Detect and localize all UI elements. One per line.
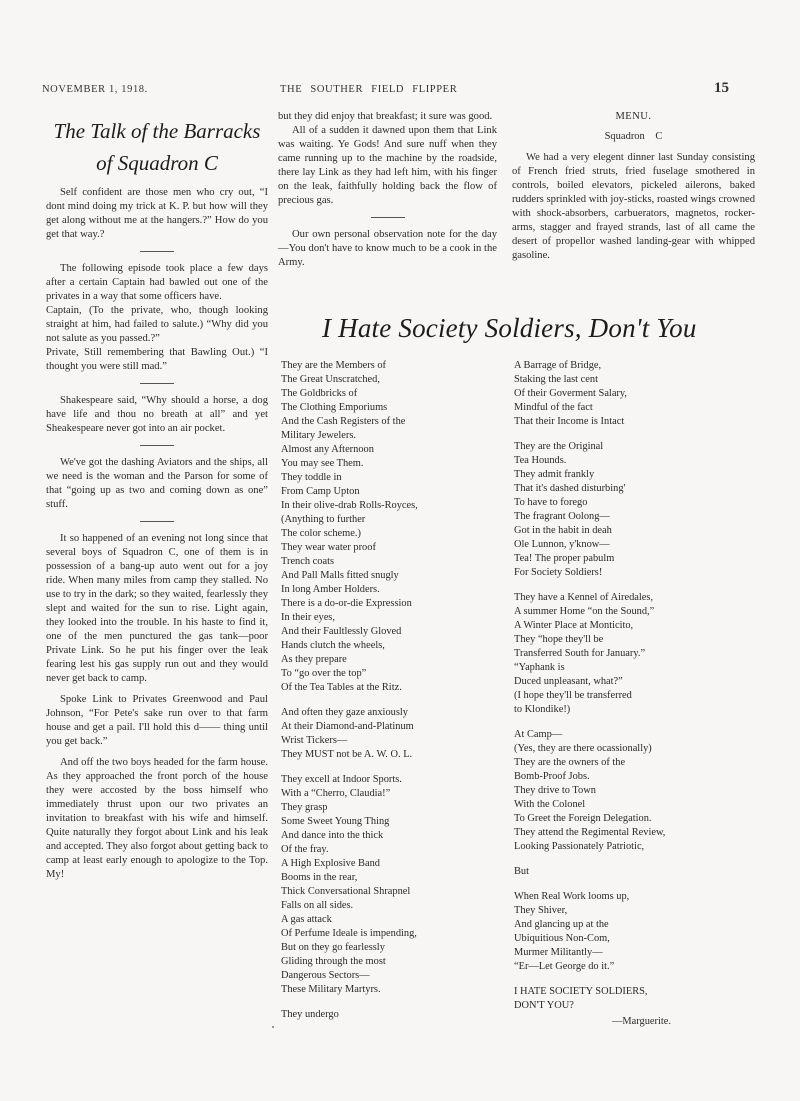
poem-line: And their Faultlessly Gloved — [281, 626, 402, 637]
poem-line: to Klondike!) — [514, 704, 571, 715]
poem-line: Military Jewelers. — [281, 430, 357, 441]
poem-line: These Military Martyrs. — [281, 984, 381, 995]
poem-stanza — [281, 773, 418, 997]
poem-line: Duced unpleasant, what?” — [514, 676, 623, 687]
menu-article — [512, 110, 755, 263]
poem-line: Thick Conversational Shrapnel — [281, 886, 411, 897]
poem-line: When Real Work looms up, — [514, 891, 630, 902]
poem-line: A High Explosive Band — [281, 858, 380, 869]
paragraph: Self confident are those men who cry out, “I dont mind doing my trick at K. P. but how will they get along without me at the hangers.?” How do you get that way.? — [46, 187, 268, 240]
poem-line: That it's dashed disturbing' — [514, 483, 626, 494]
poem-line: Wrist Tickers— — [281, 735, 348, 746]
poem-line: Hands clutch the wheels, — [281, 640, 385, 651]
poem-line: They Shiver, — [514, 905, 568, 916]
poem-line: They are the Members of — [281, 360, 387, 371]
menu-subtitle: Squadron C — [604, 131, 663, 142]
section-divider — [140, 383, 174, 384]
poem-line: That their Income is Intact — [514, 416, 625, 427]
section-divider — [140, 521, 174, 522]
poem-line: From Camp Upton — [281, 486, 360, 497]
poem-line: Falls on all sides. — [281, 900, 354, 911]
issue-date: NOVEMBER 1, 1918. — [42, 84, 148, 95]
poem-line: To “go over the top” — [281, 668, 367, 679]
poem-stanza — [514, 728, 671, 854]
poem-line: The fragrant Oolong— — [514, 511, 610, 522]
poem-line: Mindful of the fact — [514, 402, 593, 413]
section-divider — [140, 445, 174, 446]
poem-line: They are the owners of the — [514, 757, 626, 768]
paragraph: And off the two boys headed for the farm house. As they approached the front porch of the house they were accosted by the boss himself who immediately thrust upon our two privates an invitation to breakfast with his wife and himself. Quite naturally they forgot about Link and his leak and accepted. They also forgot about getting back to camp at least early enough to apologize to the Top. My! — [46, 757, 268, 880]
poem-line: Dangerous Sectors— — [281, 970, 370, 981]
barracks-column-1 — [46, 115, 268, 882]
poem-line: They toddle in — [281, 472, 342, 483]
poem-title: I Hate Society Soldiers, Don't You — [322, 313, 697, 343]
paragraph: The following episode took place a few days after a certain Captain had bawled out one of the privates in a way that some officers have. — [46, 263, 268, 302]
poem-line: The color scheme.) — [281, 528, 361, 539]
poem-line: “Yaphank is — [514, 662, 565, 673]
poem-line: They excell at Indoor Sports. — [281, 774, 402, 785]
poem-line: Transferred South for January.” — [514, 648, 646, 659]
poem-stanza — [281, 359, 418, 695]
poem-line: They wear water proof — [281, 542, 376, 553]
publication-name: THE SOUTHER FIELD FLIPPER — [280, 84, 458, 95]
poem-line: Almost any Afternoon — [281, 444, 374, 455]
poem-line: To Greet the Foreign Delegation. — [514, 813, 652, 824]
menu-body: We had a very elegent dinner last Sunday consisting of French fried struts, fried fuselage smothered in controls, boiled elevators, pickeled ailerons, baked rudders sprinkled with joy-sticks, roasted wings crowned with shock-absorbers, carbuerators, magnetos, rocker-arms, stagger and frayed strands, last of all came the desert of propellor washed landing-gear with whipped gasoline. — [512, 152, 755, 261]
poem-line: They undergo — [281, 1009, 339, 1020]
poem-line: Got in the habit in deah — [514, 525, 612, 536]
paragraph: Shakespeare said, “Why should a horse, a dog have life and thou no breath at all” and yet Sheakespeare never got into an air pocket. — [46, 395, 268, 434]
poem-line: The Great Unscratched, — [281, 374, 380, 385]
barracks-title-line-2: of Squadron C — [96, 151, 218, 175]
poem-line: In their eyes, — [281, 612, 335, 623]
poem-line: (Anything to further — [281, 514, 366, 525]
poem-stanza — [281, 1008, 418, 1022]
poem-line: Bomb-Proof Jobs. — [514, 771, 590, 782]
paragraph: Our own personal observation note for the day—You don't have to know much to be a cook in the Army. — [278, 229, 497, 268]
poem-line: I HATE SOCIETY SOLDIERS, — [514, 986, 648, 997]
poem-line: There is a do-or-die Expression — [281, 598, 412, 609]
poem-line: You may see Them. — [281, 458, 364, 469]
paragraph: We've got the dashing Aviators and the ships, all we need is the woman and the Parson for some of that “going up as two and coming down as one” stuff. — [46, 457, 268, 510]
paragraph: All of a sudden it dawned upon them that Link was waiting. Ye Gods! And sure nuff when they came running up to the machine by the roadside, there lay Link as they had left him, with his finger on the leak, faithfully holding back the flow of precious gas. — [278, 125, 497, 206]
print-speck — [272, 1026, 274, 1028]
page-number: 15 — [714, 80, 729, 96]
section-divider — [371, 217, 405, 218]
section-divider — [140, 251, 174, 252]
poem-line: Tea! The proper pabulm — [514, 553, 615, 564]
poem-line: (I hope they'll be transferred — [514, 690, 632, 701]
poem-line: Murmer Militantly— — [514, 947, 603, 958]
poem-line: Of the fray. — [281, 844, 329, 855]
poem-line: With a “Cherro, Claudia!” — [281, 788, 391, 799]
paragraph: Spoke Link to Privates Greenwood and Paul Johnson, “For Pete's sake run over to that farm house and get a pail. I'll hold this d—— thing until you get back.” — [46, 694, 268, 747]
poem-line: Staking the last cent — [514, 374, 598, 385]
poem-stanza — [514, 359, 671, 429]
poem-line: They are the Original — [514, 441, 604, 452]
poem-line: To have to forego — [514, 497, 588, 508]
poem-line: And glancing up at the — [514, 919, 609, 930]
poem-line: The Goldbricks of — [281, 388, 358, 399]
poem-line: Ubiquitious Non-Com, — [514, 933, 610, 944]
paragraph: Private, Still remembering that Bawling Out.) “I thought you were still mad.” — [46, 347, 268, 372]
poem-line: Of their Goverment Salary, — [514, 388, 628, 399]
poem-line: They drive to Town — [514, 785, 596, 796]
poem-line: A summer Home “on the Sound,” — [514, 606, 655, 617]
poem-line: Looking Passionately Patriotic, — [514, 841, 645, 852]
poem-stanza — [514, 985, 671, 1013]
barracks-title-line-1: The Talk of the Barracks — [53, 119, 261, 143]
poem-line: In long Amber Holders. — [281, 584, 380, 595]
poem-line: (Yes, they are there ocassionally) — [514, 743, 652, 754]
poem-line: A gas attack — [281, 914, 332, 925]
poem-line: Trench coats — [281, 556, 335, 567]
poem-line: At Camp— — [514, 729, 563, 740]
poem-stanza — [514, 890, 671, 974]
poem-stanza — [281, 706, 418, 762]
poem-line: DON'T YOU? — [514, 1000, 574, 1011]
poem-column-1 — [281, 359, 418, 1033]
poem-line: As they prepare — [281, 654, 347, 665]
poem-line: Ole Lunnon, y'know— — [514, 539, 610, 550]
poem-line: And often they gaze anxiously — [281, 707, 408, 718]
poem-line: With the Colonel — [514, 799, 586, 810]
poem-line: The Clothing Emporiums — [281, 402, 388, 413]
poem-line: Of the Tea Tables at the Ritz. — [281, 682, 402, 693]
poem-line: And dance into the thick — [281, 830, 384, 841]
barracks-title — [46, 115, 268, 179]
barracks-column-2 — [278, 110, 497, 270]
poem-line: “Er—Let George do it.” — [514, 961, 615, 972]
poem-stanza — [514, 591, 671, 717]
poem-line: They MUST not be A. W. O. L. — [281, 749, 413, 760]
paragraph: but they did enjoy that breakfast; it sure was good. — [278, 111, 493, 122]
poem-line: Some Sweet Young Thing — [281, 816, 390, 827]
paragraph: It so happened of an evening not long since that several boys of Squadron C, one of them is in possession of a bang-up auto went out for a joy ride. When many miles from camp they stalled. No use to try in the dark; so they waited, fearlessly they slept and waited for the sun to rise. Light again, they looked into the trouble. In his haste to find it, one of the men punctured the gas tank—poor Private Link. So he put his finger over the leak fearing lest his gas supply run out and they would never get back to camp. — [46, 533, 268, 684]
poem-line: But on they go fearlessly — [281, 942, 385, 953]
poem-line: They grasp — [281, 802, 328, 813]
poem-stanza — [514, 440, 671, 580]
poem-line: At their Diamond-and-Platinum — [281, 721, 414, 732]
paragraph: Captain, (To the private, who, though looking straight at him, had failed to salute.) “Why did you not salute as you passed.?” — [46, 305, 268, 344]
poem-column-2 — [514, 359, 671, 1029]
poem-stanza — [514, 865, 671, 879]
poem-line: They have a Kennel of Airedales, — [514, 592, 654, 603]
poem-line: Tea Hounds. — [514, 455, 567, 466]
menu-title: MENU. — [615, 111, 652, 122]
poem-line: Of Perfume Ideale is impending, — [281, 928, 417, 939]
poem-line: Gliding through the most — [281, 956, 386, 967]
poem-line: They attend the Regimental Review, — [514, 827, 666, 838]
poem-line: A Winter Place at Monticito, — [514, 620, 634, 631]
poem-line: They “hope they'll be — [514, 634, 604, 645]
poem-line: But — [514, 866, 530, 877]
poem-line: Booms in the rear, — [281, 872, 358, 883]
poem-line: And the Cash Registers of the — [281, 416, 406, 427]
poem-line: For Society Soldiers! — [514, 567, 603, 578]
poem-line: In their olive-drab Rolls-Royces, — [281, 500, 418, 511]
poem-line: A Barrage of Bridge, — [514, 360, 602, 371]
poem-line: And Pall Malls fitted snugly — [281, 570, 399, 581]
poem-signature: —Marguerite. — [612, 1016, 671, 1027]
poem-line: They admit frankly — [514, 469, 595, 480]
